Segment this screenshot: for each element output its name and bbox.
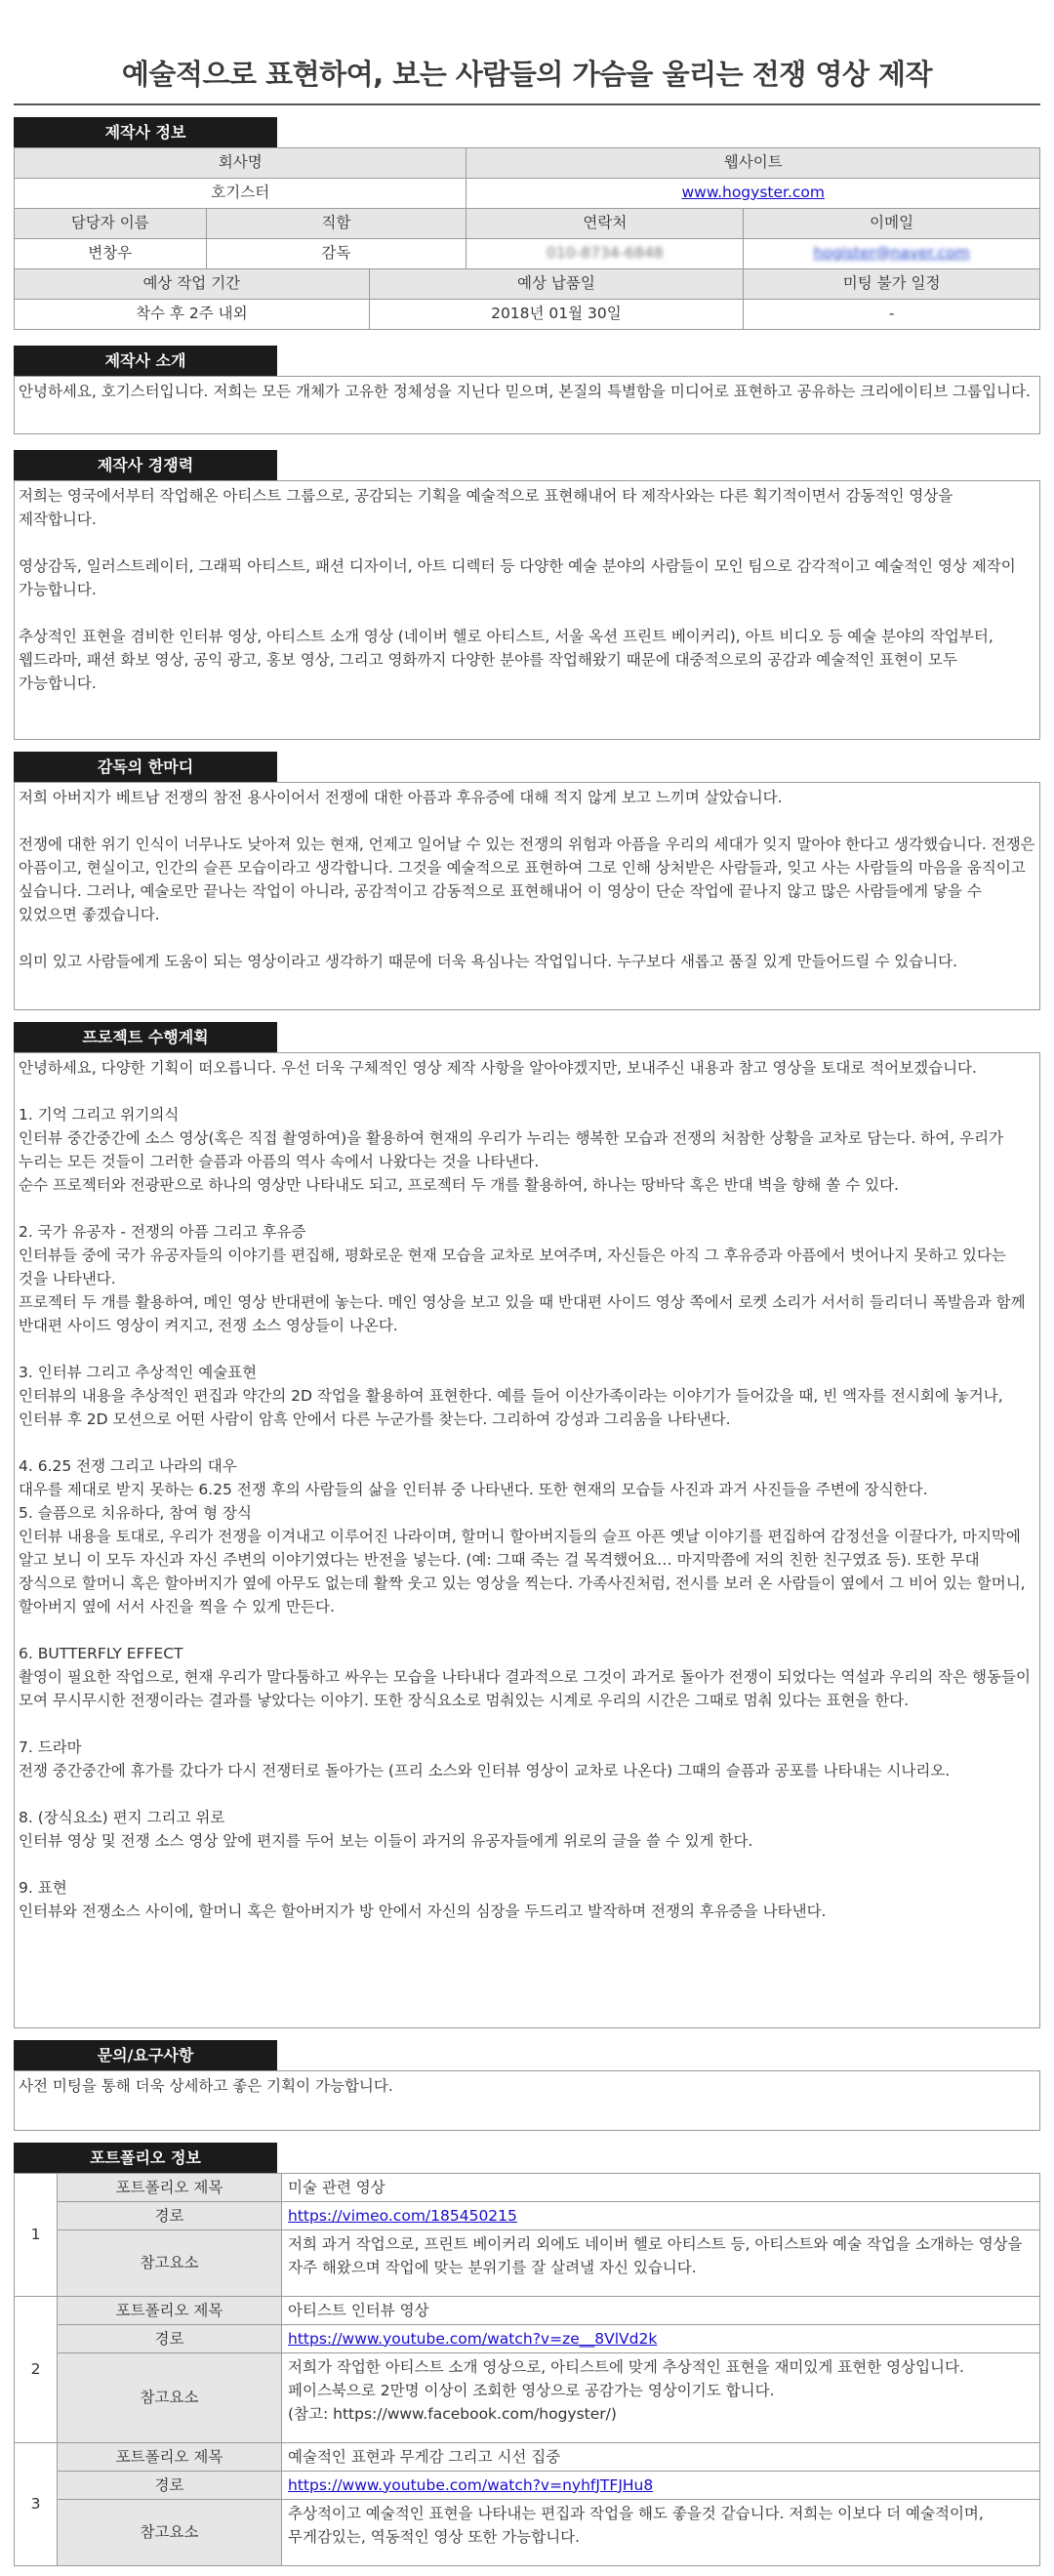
producer-intro-section bbox=[14, 330, 1040, 434]
portfolio-note: 추상적이고 예술적인 표현을 나타내는 편집과 작업을 해도 좋을것 같습니다. 저희는 이보다 더 예술적이며, 무게감있는, 역동적인 영상 또한 가능합니다. bbox=[282, 2499, 1040, 2565]
inquiry-heading: 문의/요구사항 bbox=[14, 2040, 277, 2070]
contact-value: 010-8734-6848 bbox=[547, 243, 664, 262]
portfolio-row-1-note bbox=[15, 2229, 1040, 2296]
period-value: 착수 후 2주 내외 bbox=[15, 299, 370, 329]
portfolio-path-link[interactable]: https://www.youtube.com/watch?v=ze__8VlVd2k bbox=[288, 2329, 658, 2348]
portfolio-note-label: 참고요소 bbox=[58, 2499, 282, 2565]
producer-intro-heading: 제작사 소개 bbox=[14, 346, 277, 376]
position-label: 직함 bbox=[206, 208, 466, 238]
portfolio-row-1-path bbox=[15, 2201, 1040, 2229]
portfolio-section bbox=[14, 2131, 1040, 2566]
email-value[interactable]: hogister@naver.com bbox=[813, 243, 970, 262]
portfolio-title-label: 포트폴리오 제목 bbox=[58, 2296, 282, 2324]
position-value: 감독 bbox=[206, 238, 466, 268]
unavailable-value: - bbox=[744, 299, 1040, 329]
portfolio-note: 저희 과거 작업으로, 프린트 베이커리 외에도 네이버 헬로 아티스트 등, 아티스트와 예술 작업을 소개하는 영상을 자주 해왔으며 작업에 맞는 분위기를 잘 살려낼 자신 있습니다. bbox=[282, 2229, 1040, 2296]
website-label: 웹사이트 bbox=[466, 147, 1040, 178]
portfolio-title: 예술적인 표현과 무게감 그리고 시선 집중 bbox=[282, 2442, 1040, 2471]
portfolio-title: 아티스트 인터뷰 영상 bbox=[282, 2296, 1040, 2324]
portfolio-note-label: 참고요소 bbox=[58, 2352, 282, 2442]
producer-info-section bbox=[14, 105, 1040, 330]
email-label: 이메일 bbox=[744, 208, 1040, 238]
project-plan-section bbox=[14, 1010, 1040, 2028]
portfolio-path-label: 경로 bbox=[58, 2471, 282, 2499]
producer-info-table bbox=[14, 147, 1040, 330]
manager-value: 변창우 bbox=[15, 238, 207, 268]
delivery-value: 2018년 01월 30일 bbox=[369, 299, 744, 329]
portfolio-row-3-path bbox=[15, 2471, 1040, 2499]
portfolio-heading: 포트폴리오 정보 bbox=[14, 2143, 277, 2173]
inquiry-text: 사전 미팅을 통해 더욱 상세하고 좋은 기획이 가능합니다. bbox=[14, 2070, 1040, 2131]
portfolio-title: 미술 관련 영상 bbox=[282, 2173, 1040, 2201]
portfolio-note: 저희가 작업한 아티스트 소개 영상으로, 아티스트에 맞게 추상적인 표현을 재미있게 표현한 영상입니다. 페이스북으로 2만명 이상이 조회한 영상으로 공감가는 영상이기도 합니다. (참고: https://www.facebook.com/hogyster/) bbox=[282, 2352, 1040, 2442]
director-word-section bbox=[14, 740, 1040, 1010]
period-label: 예상 작업 기간 bbox=[15, 268, 370, 299]
director-word-text: 저희 아버지가 베트남 전쟁의 참전 용사이어서 전쟁에 대한 아픔과 후유증에 대해 적지 않게 보고 느끼며 살았습니다. 전쟁에 대한 위기 인식이 너무나도 낮아져 있는 현재, 언제고 일어날 수 있는 전쟁의 위험과 아픔을 우리의 세대가 잊지 말아야 한다고 생각했습니다. 전쟁은 아픔이고, 현실이고, 인간의 슬픈 모습이라고 생각합니다. 그것을 예술적으로 표현하여 그로 인해 상처받은 사람들과, 잊고 사는 사람들의 마음을 움직이고 싶습니다. 그러나, 예술로만 끝나는 작업이 아니라, 공감적이고 감동적으로 표현해내어 이 영상이 단순 작업에 끝나지 않고 많은 사람들에게 닿을 수 있었으면 좋겠습니다. 의미 있고 사람들에게 도움이 되는 영상이라고 생각하기 때문에 더욱 욕심나는 작업입니다. 누구보다 새롭고 품질 있게 만들어드릴 수 있습니다. bbox=[14, 782, 1040, 1010]
project-plan-text: 안녕하세요, 다양한 기획이 떠오릅니다. 우선 더욱 구체적인 영상 제작 사항을 알아야겠지만, 보내주신 내용과 참고 영상을 토대로 적어보겠습니다. 1. 기억 그리고 위기의식 인터뷰 중간중간에 소스 영상(혹은 직접 촬영하여)을 활용하여 현재의 우리가 누리는 행복한 모습과 전쟁의 처참한 상황을 교차로 담는다. 하여, 우리가 누리는 모든 것들이 그러한 슬픔과 아픔의 역사 속에서 나왔다는 것을 나타낸다. 순수 프로젝터와 전광판으로 하나의 영상만 나타내도 되고, 프로젝터 두 개를 활용하여, 하나는 땅바닥 혹은 반대 벽을 향해 쏠 수 있다. 2. 국가 유공자 - 전쟁의 아픔 그리고 후유증 인터뷰들 중에 국가 유공자들의 이야기를 편집해, 평화로운 현재 모습을 교차로 보여주며, 자신들은 아직 그 후유증과 아픔에서 벗어나지 못하고 있다는 것을 나타낸다. 프로젝터 두 개를 활용하여, 메인 영상 반대편에 놓는다. 메인 영상을 보고 있을 때 반대편 사이드 영상 쪽에서 로켓 소리가 서서히 들리더니 폭발음과 함께 반대편 사이드 영상이 켜지고, 전쟁 소스 영상들이 나온다. 3. 인터뷰 그리고 추상적인 예술표현 인터뷰의 내용을 추상적인 편집과 약간의 2D 작업을 활용하여 표현한다. 예를 들어 이산가족이라는 이야기가 들어갔을 때, 빈 액자를 전시회에 놓거나, 인터뷰 후 2D 모션으로 어떤 사람이 암흑 안에서 다른 누군가를 찾는다. 그리하여 강성과 그리움을 나타낸다. 4. 6.25 전쟁 그리고 나라의 대우 대우를 제대로 받지 못하는 6.25 전쟁 후의 사람들의 삶을 인터뷰 중 나타낸다. 또한 현재의 모습들 사진과 과거 사진들을 주변에 장식한다. 5. 슬픔으로 치유하다, 참여 형 장식 인터뷰 내용을 토대로, 우리가 전쟁을 이겨내고 이루어진 나라이며, 할머니 할아버지들의 슬프 아픈 옛날 이야기를 편집하여 감정선을 이끌다가, 마지막에 알고 보니 이 모두 자신과 자신 주변의 이야기였다는 반전을 넣는다. (예: 그때 죽는 걸 목격했어요… 마지막쯤에 저의 친한 친구였죠 등). 또한 무대 장식으로 할머니 혹은 할아버지가 옆에 아무도 없는데 활짝 웃고 있는 영상을 찍는다. 가족사진처럼, 전시를 보러 온 사람들이 옆에서 그 비어 있는 할머니, 할아버지 옆에 서서 사진을 찍을 수 있게 만든다. 6. BUTTERFLY EFFECT 촬영이 필요한 작업으로, 현재 우리가 말다툼하고 싸우는 모습을 나타내다 결과적으로 그것이 과거로 돌아가 전쟁이 되었다는 역설과 우리의 작은 행동들이 모여 무시무시한 전쟁이라는 결과를 낳았다는 이야기. 또한 장식요소로 멈춰있는 시계로 우리의 시간은 그때로 멈춰 있다는 표현을 한다. 7. 드라마 전쟁 중간중간에 휴가를 갔다가 다시 전쟁터로 돌아가는 (프리 소스와 인터뷰 영상이 교차로 나온다) 그때의 슬픔과 공포를 나타내는 시나리오. 8. (장식요소) 편지 그리고 위로 인터뷰 영상 및 전쟁 소스 영상 앞에 편지를 두어 보는 이들이 과거의 유공자들에게 위로의 글을 쓸 수 있게 한다. 9. 표현 인터뷰와 전쟁소스 사이에, 할머니 혹은 할아버지가 방 안에서 자신의 심장을 두드리고 발작하며 전쟁의 후유증을 나타낸다. bbox=[14, 1052, 1040, 2028]
portfolio-row-2-path bbox=[15, 2324, 1040, 2352]
company-label: 회사명 bbox=[15, 147, 466, 178]
producer-career-heading: 제작사 경쟁력 bbox=[14, 450, 277, 480]
company-value: 호기스터 bbox=[15, 178, 466, 208]
portfolio-note-label: 참고요소 bbox=[58, 2229, 282, 2296]
portfolio-number: 2 bbox=[15, 2296, 58, 2442]
manager-label: 담당자 이름 bbox=[15, 208, 207, 238]
producer-career-section bbox=[14, 434, 1040, 740]
page-title: 예술적으로 표현하여, 보는 사람들의 가슴을 울리는 전쟁 영상 제작 bbox=[14, 0, 1040, 105]
portfolio-title-label: 포트폴리오 제목 bbox=[58, 2173, 282, 2201]
unavailable-label: 미팅 불가 일정 bbox=[744, 268, 1040, 299]
project-plan-heading: 프로젝트 수행계획 bbox=[14, 1022, 277, 1052]
portfolio-path-link[interactable]: https://vimeo.com/185450215 bbox=[288, 2206, 517, 2225]
portfolio-number: 3 bbox=[15, 2442, 58, 2565]
portfolio-row-2-title bbox=[15, 2296, 1040, 2324]
portfolio-table bbox=[14, 2173, 1040, 2566]
inquiry-section bbox=[14, 2028, 1040, 2131]
producer-intro-text: 안녕하세요, 호기스터입니다. 저희는 모든 개체가 고유한 정체성을 지닌다 믿으며, 본질의 특별함을 미디어로 표현하고 공유하는 크리에이티브 그룹입니다. bbox=[14, 376, 1040, 434]
portfolio-row-2-note bbox=[15, 2352, 1040, 2442]
portfolio-title-label: 포트폴리오 제목 bbox=[58, 2442, 282, 2471]
portfolio-row-1-title bbox=[15, 2173, 1040, 2201]
producer-career-text: 저희는 영국에서부터 작업해온 아티스트 그룹으로, 공감되는 기획을 예술적으로 표현해내어 타 제작사와는 다른 획기적이면서 감동적인 영상을 제작합니다. 영상감독, 일러스트레이터, 그래픽 아티스트, 패션 디자이너, 아트 디렉터 등 다양한 예술 분야의 사람들이 모인 팀으로 감각적이고 예술적인 영상 제작이 가능합니다. 추상적인 표현을 겸비한 인터뷰 영상, 아티스트 소개 영상 (네이버 헬로 아티스트, 서울 옥션 프린트 베이커리), 아트 비디오 등 예술 분야의 작업부터, 웹드라마, 패션 화보 영상, 공익 광고, 홍보 영상, 그리고 영화까지 다양한 분야를 작업해왔기 때문에 대중적으로의 공감과 예술적인 표현이 모두 가능합니다. bbox=[14, 480, 1040, 740]
producer-info-heading: 제작사 정보 bbox=[14, 117, 277, 147]
portfolio-path-link[interactable]: https://www.youtube.com/watch?v=nyhfJTFJHu8 bbox=[288, 2475, 654, 2494]
portfolio-row-3-title bbox=[15, 2442, 1040, 2471]
portfolio-path-label: 경로 bbox=[58, 2201, 282, 2229]
website-link[interactable]: www.hogyster.com bbox=[681, 183, 825, 201]
portfolio-row-3-note bbox=[15, 2499, 1040, 2565]
delivery-label: 예상 납품일 bbox=[369, 268, 744, 299]
contact-label: 연락처 bbox=[466, 208, 744, 238]
director-word-heading: 감독의 한마디 bbox=[14, 752, 277, 782]
portfolio-path-label: 경로 bbox=[58, 2324, 282, 2352]
portfolio-number: 1 bbox=[15, 2173, 58, 2296]
